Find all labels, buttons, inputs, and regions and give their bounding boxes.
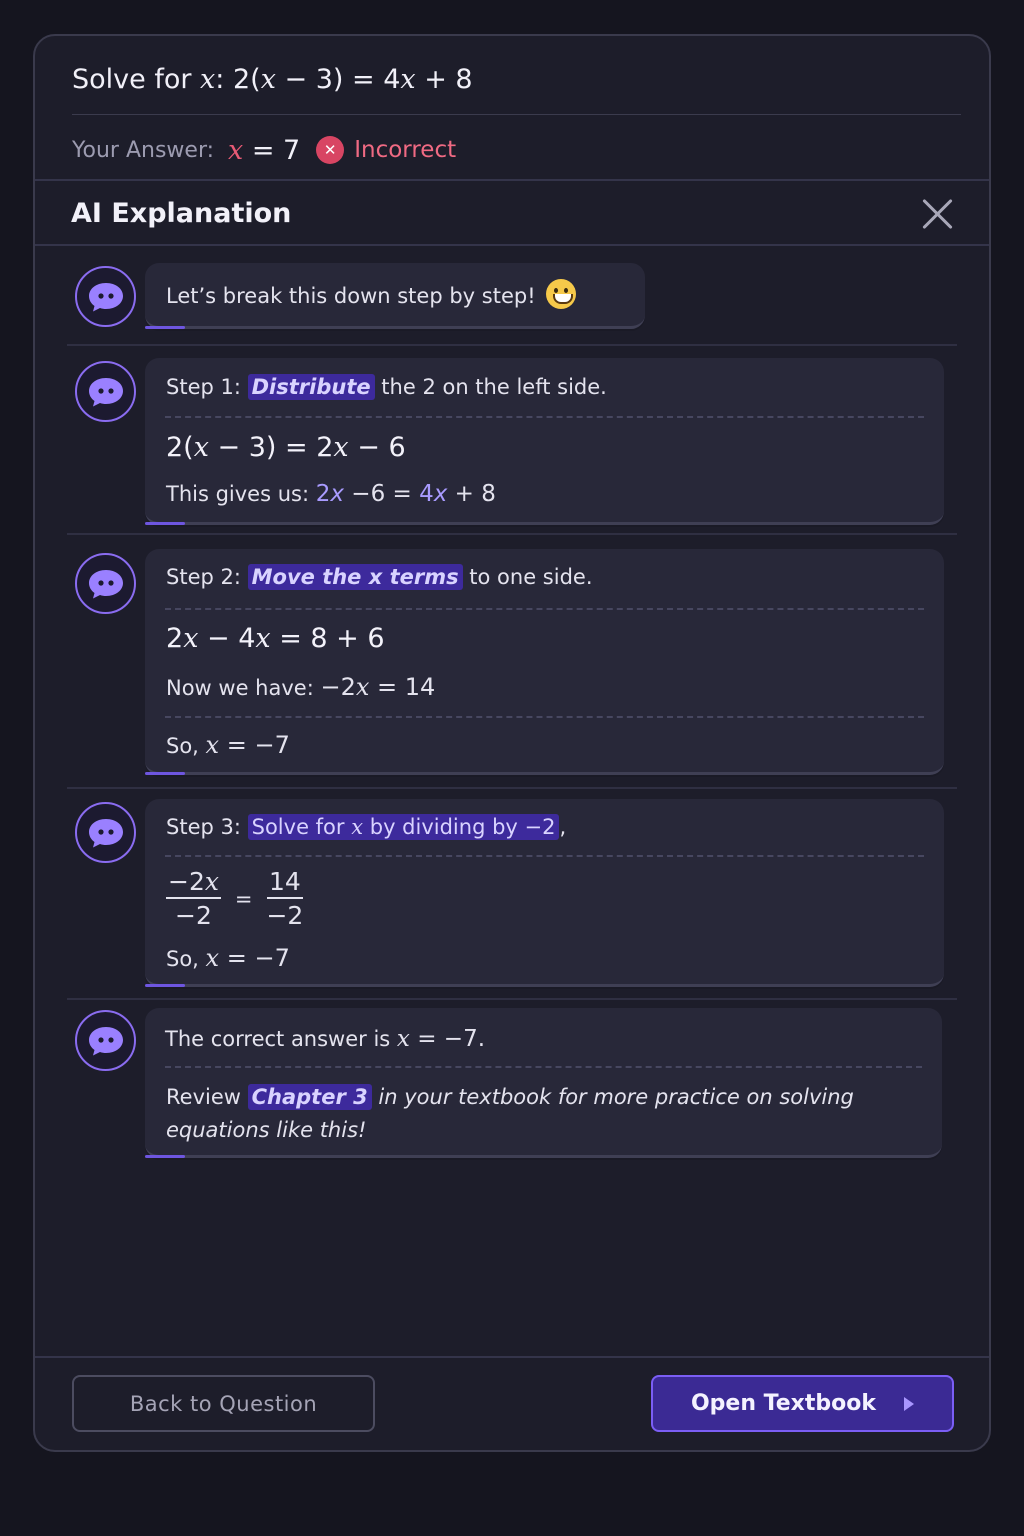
open-button-label: Open Textbook [690, 1391, 876, 1416]
question-eq-part: − 3) = 4 [275, 64, 401, 95]
review-text: in your textbook for more practice on solving [371, 1085, 854, 1109]
step-label: Step 1: [166, 375, 241, 399]
highlight-part: Solve for [251, 815, 352, 839]
math-var: x [193, 432, 209, 463]
step-3-heading [166, 815, 566, 839]
question-eq-var: x [400, 64, 416, 95]
step-highlight [248, 814, 560, 840]
question-var: x [200, 64, 216, 95]
card-accent [145, 984, 185, 987]
step-text: , [559, 815, 567, 839]
math-var: x [183, 623, 199, 654]
grinning-face-emoji [546, 279, 576, 309]
step-text: the 2 on the left side. [374, 375, 607, 399]
step-highlight: Move the x terms [248, 564, 463, 590]
step-2-equation [166, 623, 385, 654]
message-divider [67, 533, 957, 535]
math-var: x [205, 731, 220, 759]
math-part: −6 = [344, 481, 420, 507]
back-to-question-button[interactable] [72, 1375, 375, 1432]
review-text: equations like this! [166, 1118, 367, 1142]
answer-value [228, 135, 300, 166]
assistant-avatar [75, 802, 136, 863]
intro-message [145, 263, 645, 329]
message-divider [67, 344, 957, 346]
ai-explanation-panel [33, 34, 991, 1452]
equals-sign: = [234, 886, 253, 911]
close-icon[interactable] [921, 197, 955, 231]
question-text [72, 64, 473, 95]
open-textbook-button[interactable] [651, 1375, 954, 1432]
step-3-card [145, 799, 944, 987]
result-lhs [316, 481, 344, 507]
step-3-conclusion [166, 944, 290, 972]
intro-text: Let’s break this down step by step! [166, 284, 536, 308]
math-part: 2( [166, 432, 194, 463]
card-accent [145, 1155, 185, 1158]
footer-divider [35, 1356, 989, 1358]
question-divider [72, 114, 961, 115]
step-2-heading [166, 565, 593, 589]
math-part: = 14 [369, 673, 436, 701]
result-label: This gives us: [166, 482, 310, 506]
fraction-numerator [166, 867, 221, 899]
math-var: x [205, 944, 220, 972]
step-2-result [166, 673, 435, 701]
math-part: = 8 + 6 [270, 623, 385, 654]
header-divider [35, 244, 989, 246]
assistant-avatar [75, 1010, 136, 1071]
math-part: − 4 [198, 623, 256, 654]
math-part: + 8 [447, 481, 496, 507]
chapter-link[interactable]: Chapter 3 [248, 1084, 372, 1110]
final-answer-card [145, 1008, 942, 1158]
dashed-divider [165, 1066, 922, 1068]
play-arrow-icon [904, 1397, 914, 1411]
card-accent [145, 522, 185, 525]
review-text: Review [166, 1085, 248, 1109]
step-3-fraction-equation [166, 867, 303, 930]
math-var: x [433, 481, 448, 507]
math-var: x [204, 867, 219, 896]
math-part: 2 [315, 481, 331, 507]
correct-text: The correct answer is [165, 1027, 397, 1051]
step-1-heading [166, 375, 607, 399]
question-prefix: Solve for [72, 64, 201, 95]
x-circle-icon: ✕ [316, 136, 344, 164]
fraction-numerator: 14 [267, 867, 303, 899]
math-var: x [333, 432, 349, 463]
review-line-2 [166, 1118, 366, 1142]
review-line-1 [166, 1085, 854, 1109]
assistant-avatar [75, 361, 136, 422]
step-2-conclusion [166, 731, 290, 759]
highlight-var: x [351, 815, 364, 839]
card-accent [145, 772, 185, 775]
card-accent [145, 326, 185, 329]
assistant-avatar [75, 553, 136, 614]
dashed-divider [165, 855, 924, 857]
highlight-part: by dividing by −2 [363, 815, 556, 839]
dashed-divider [165, 608, 924, 610]
question-eq-part: 2( [232, 64, 261, 95]
chat-bubble-icon [87, 568, 125, 600]
question-eq-part: + 8 [415, 64, 473, 95]
answer-var: x [228, 134, 244, 166]
math-part: = −7 [219, 731, 290, 759]
math-part: −2 [320, 673, 356, 701]
assistant-avatar [75, 266, 136, 327]
fraction-left [166, 867, 221, 930]
result-label: Now we have: [166, 676, 314, 700]
math-part: 2 [166, 623, 184, 654]
answer-number: = 7 [243, 134, 301, 166]
correct-answer-line [165, 1026, 485, 1052]
step-text: to one side. [462, 565, 593, 589]
question-colon: : [215, 64, 233, 95]
math-part: = −7. [409, 1026, 486, 1052]
step-label: Step 3: [166, 815, 241, 839]
so-expression [206, 731, 290, 759]
chat-bubble-icon [87, 817, 125, 849]
math-part: = −7 [219, 944, 290, 972]
message-divider [67, 998, 957, 1000]
fraction-denominator: −2 [266, 901, 304, 930]
math-part: 4 [419, 481, 434, 507]
so-label: So, [166, 734, 199, 758]
user-answer-row [72, 132, 456, 168]
step-highlight: Distribute [248, 374, 375, 400]
dashed-divider [165, 716, 924, 718]
chat-bubble-icon [87, 1025, 125, 1057]
fraction-denominator: −2 [175, 901, 212, 930]
dashed-divider [165, 416, 924, 418]
correct-expression [397, 1026, 485, 1052]
result-rhs [419, 481, 447, 507]
explanation-title: AI Explanation [71, 198, 292, 229]
result-expression [320, 673, 435, 701]
math-var: x [330, 481, 344, 507]
math-part: − 3) = 2 [208, 432, 334, 463]
answer-label: Your Answer: [72, 137, 215, 163]
so-expression [206, 944, 290, 972]
explanation-header [35, 181, 989, 246]
math-part: − 6 [348, 432, 406, 463]
chat-bubble-icon [87, 376, 125, 408]
status-incorrect: Incorrect [354, 137, 457, 163]
math-var: x [255, 623, 271, 654]
chat-bubble-icon [87, 281, 125, 313]
step-1-card [145, 358, 944, 525]
math-var: x [396, 1026, 410, 1052]
math-part: −2 [168, 867, 205, 896]
message-divider [67, 787, 957, 789]
step-2-card [145, 549, 944, 775]
intro-line [166, 282, 576, 312]
question-eq-var: x [260, 64, 276, 95]
so-label: So, [166, 947, 199, 971]
back-button-label: Back to Question [129, 1391, 318, 1416]
step-1-equation [166, 432, 406, 463]
step-1-result [166, 481, 496, 507]
math-var: x [355, 673, 370, 701]
step-label: Step 2: [166, 565, 241, 589]
fraction-right [266, 867, 303, 930]
